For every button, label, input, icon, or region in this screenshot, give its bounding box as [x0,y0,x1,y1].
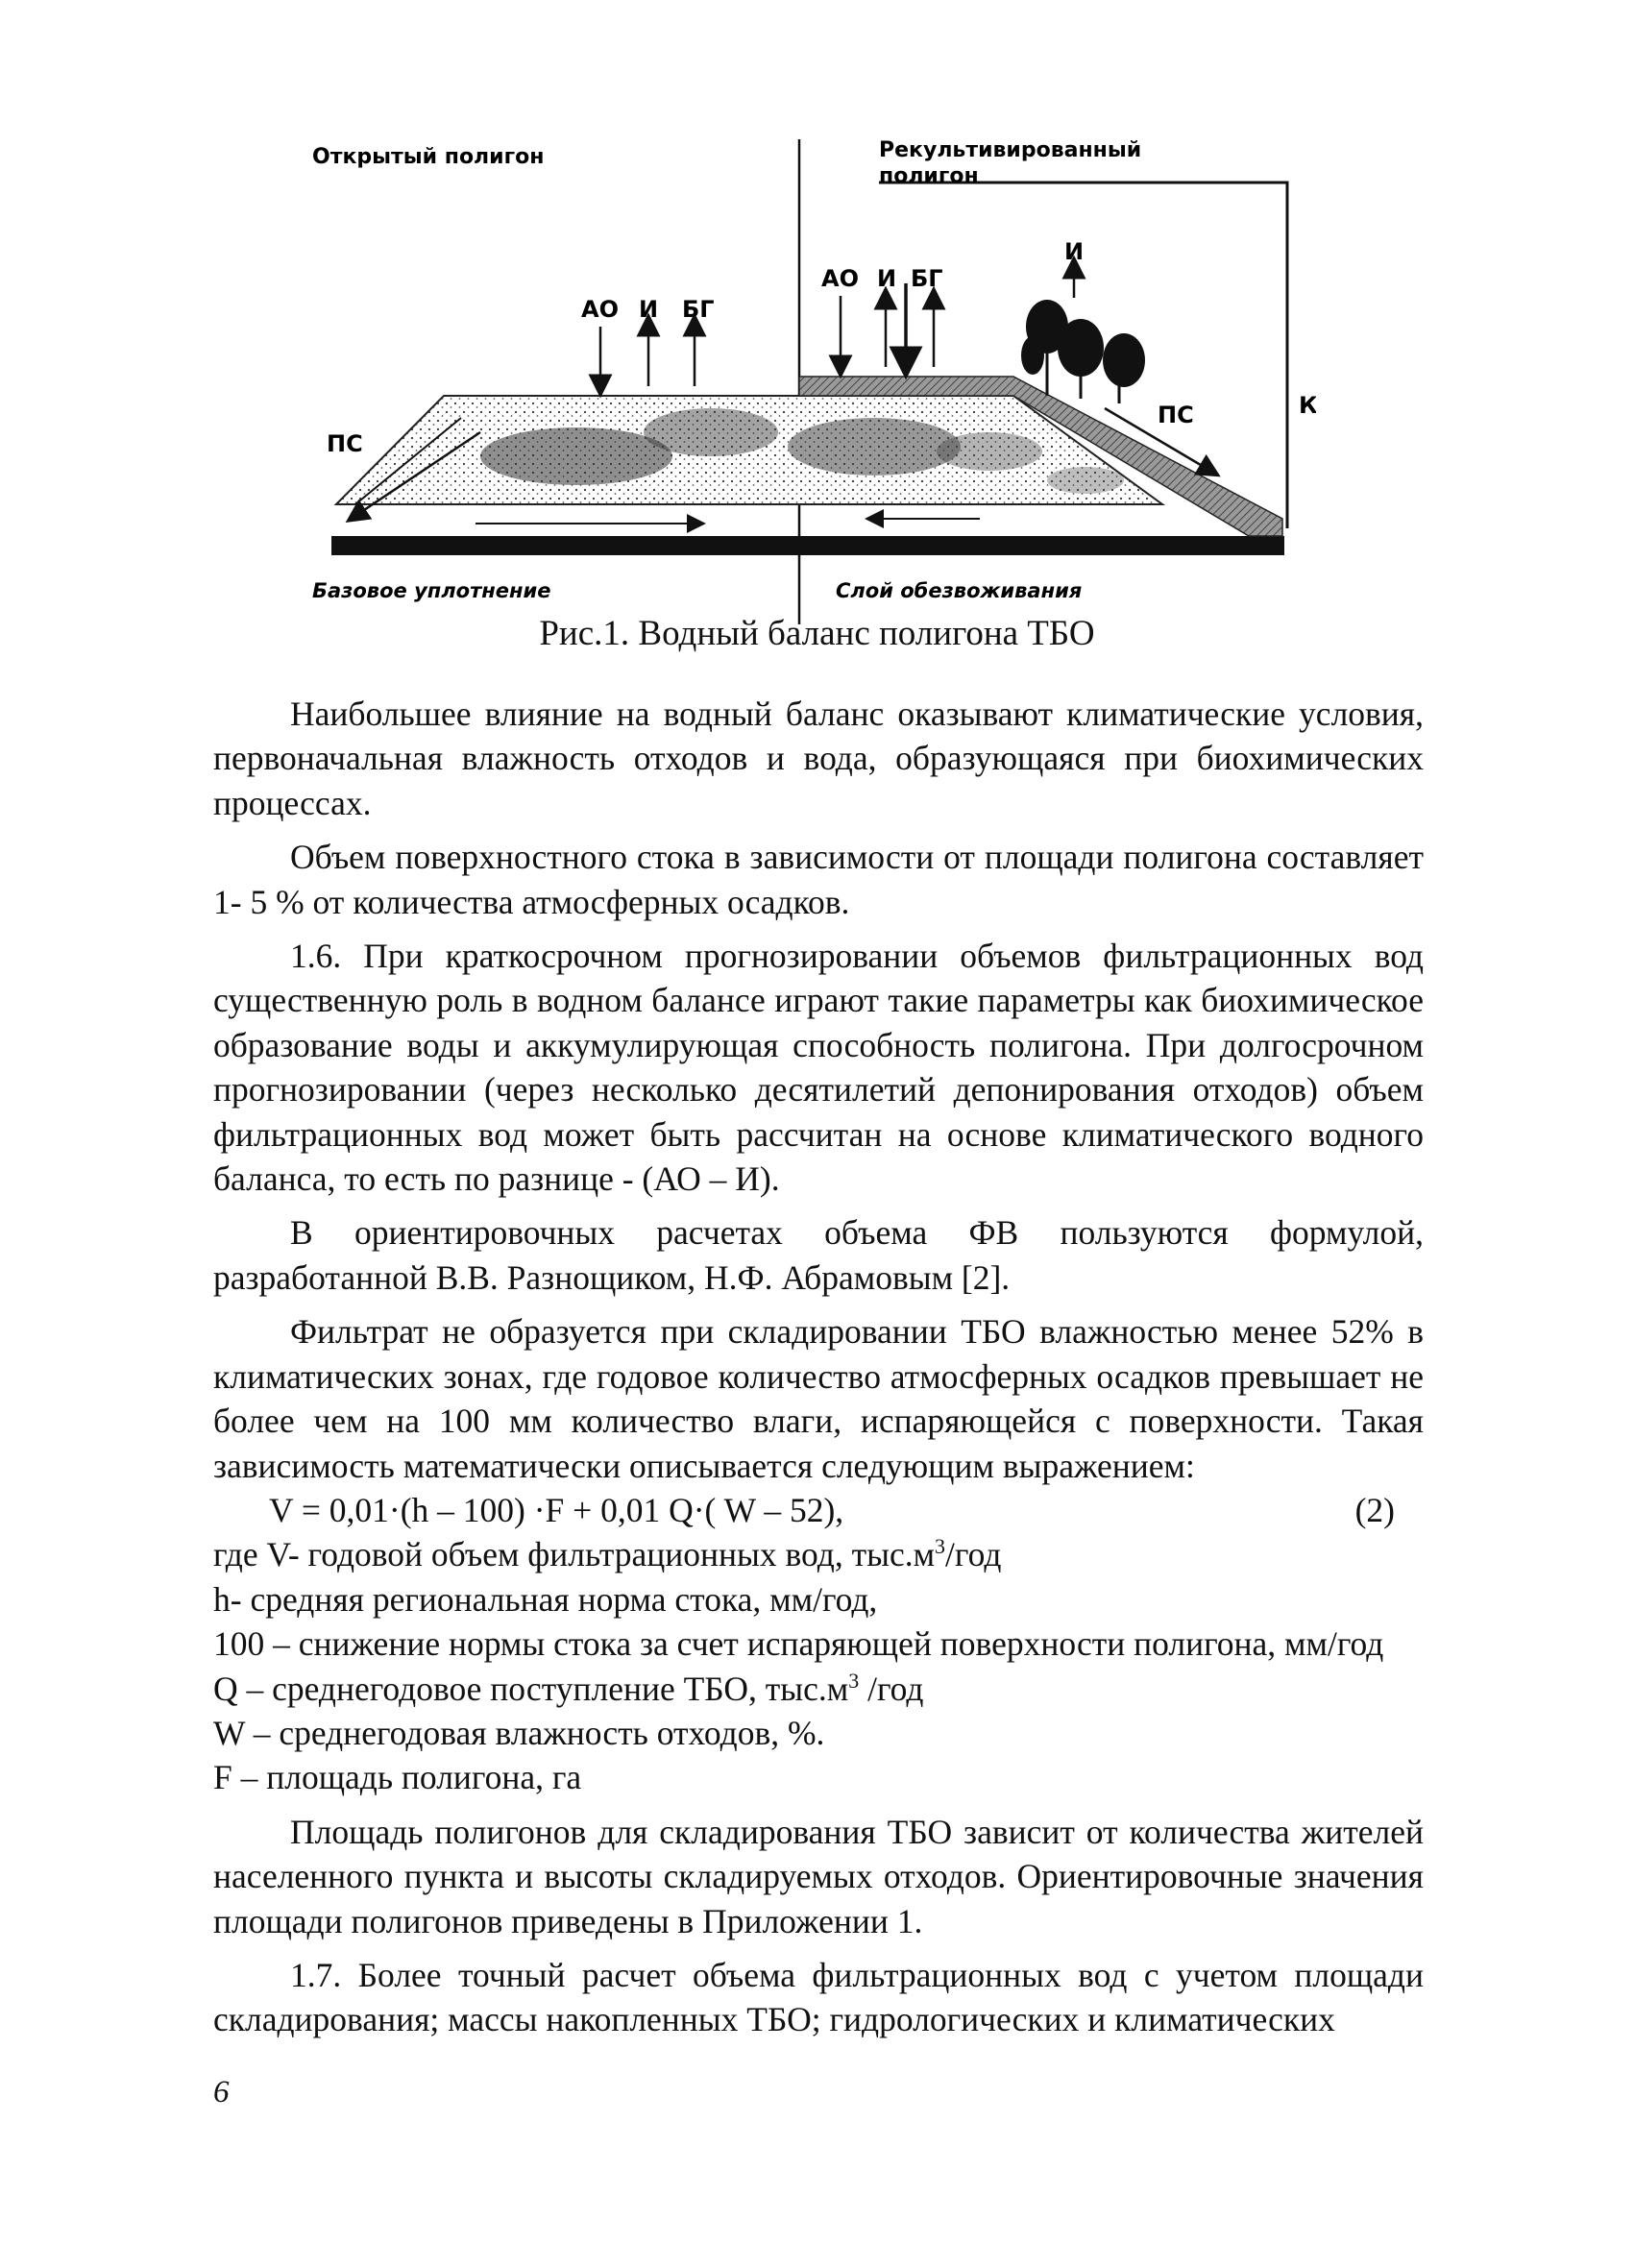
definition-100: 100 – снижение нормы стока за счет испаряющей поверхности полигона, мм/год [213,1624,1384,1664]
paragraph: Фильтрат не образуется при складировании ТБО влажностью менее 52% в климатических зонах, где годовое количество атмосферных осадков превышает не более чем на 100 мм количество влаги, испаряющейся с поверхности. Такая зависимость математически описывается следующим выражением: [213,1312,1424,1485]
base-layer [331,536,1284,555]
recult-label-2: полигон [879,164,979,188]
paragraph: Объем поверхностного стока в зависимости от площади полигона составляет 1- 5 % от количества атмосферных осадков. [213,838,1424,921]
svg-text:ПС: ПС [327,430,363,457]
definition-w: W – среднегодовая влажность отходов, %. [213,1713,825,1752]
svg-text:АО: АО [581,296,619,323]
water-balance-diagram [298,125,1316,624]
base-compaction-label: Базовое уплотнение [312,579,551,602]
definition-q: Q – среднегодовое поступление ТБО, $тыс.м^3$ /год [213,1668,924,1708]
svg-text:БГ: БГ [682,296,715,323]
definition-v: где V- годовой объем фильтрационных вод, $тыс.м^3$/год [213,1534,1002,1574]
recult-label-1: Рекультивированный [879,138,1142,162]
paragraph: 1.6. При краткосрочном прогнозировании объемов фильтрационных вод существенную роль в водном балансе играют такие параметры как биохимическое образование воды и аккумулирующая способность полигона. При долгосрочном прогнозировании (через несколько десятилетий депонирования отходов) объем фильтрационных вод может быть рассчитан на основе климатического водного баланса, то есть по разнице - (АО – И). [213,937,1424,1199]
svg-text:БГ: БГ [911,265,943,292]
dewatering-layer-label: Слой обезвоживания [836,579,1083,602]
svg-text:ПС: ПС [1158,402,1194,428]
definition-f: F – площадь полигона, га [213,1758,582,1797]
paragraph: 1.7. Более точный расчет объема фильтрационных вод с учетом площади складирования; массы накопленных ТБО; гидрологических и климатических [213,1955,1424,2039]
body-text [213,692,1424,2042]
svg-text:АО: АО [821,265,859,292]
formula-line [213,1488,1424,1532]
paragraph: Наибольшее влияние на водный баланс оказывают климатические условия, первоначальная влажность отходов и вода, образующаяся при биохимических процессах. [213,695,1424,822]
trees [1021,300,1145,403]
page-number: 6 [213,2075,230,2109]
formula: V = 0,01·(h – 100) ·F + 0,01 Q·( W – 52), [269,1490,844,1529]
formula-number: (2) [1354,1490,1395,1529]
paragraph: В ориентировочных расчетах объема ФВ пользуются формулой, разработанной В.В. Разнощиком, Н.Ф. Абрамовым [2]. [213,1213,1424,1297]
svg-text:И: И [639,296,659,323]
open-landfill-label: Открытый полигон [312,145,545,169]
svg-text:К: К [1299,392,1316,419]
figure-caption: Рис.1. Водный баланс полигона ТБО [539,614,1095,653]
definition-h: h- средняя региональная норма стока, мм/год, [213,1579,878,1619]
svg-text:И: И [1064,238,1085,265]
paragraph: Площадь полигонов для складирования ТБО зависит от количества жителей населенного пункта и высоты складируемых отходов. Ориентировочные значения площади полигонов приведены в Приложении 1. [213,1812,1424,1940]
svg-text:И: И [877,265,897,292]
